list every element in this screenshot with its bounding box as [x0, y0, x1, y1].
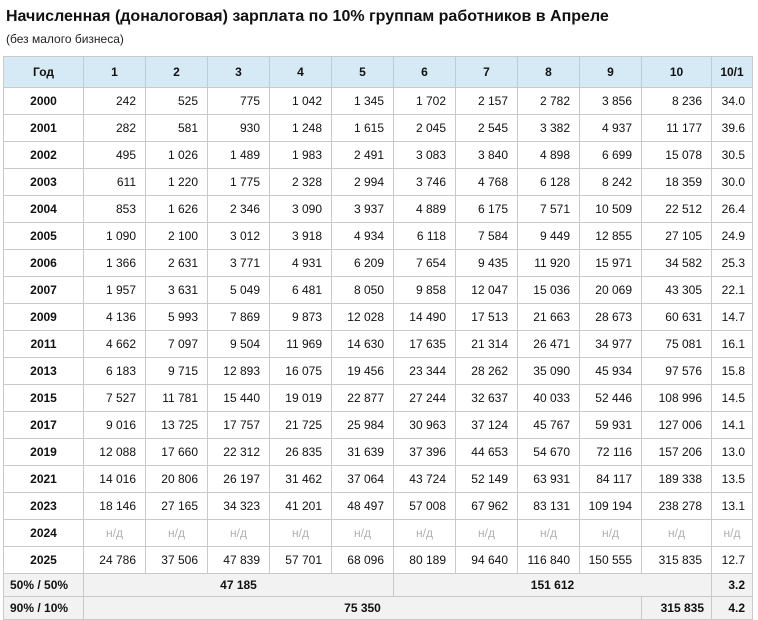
header-group-8: 8: [518, 57, 580, 88]
year-cell: 2000: [4, 88, 84, 115]
value-cell: 30 963: [394, 412, 456, 439]
value-cell: 7 527: [84, 385, 146, 412]
value-cell: 84 117: [580, 466, 642, 493]
value-cell: 72 116: [580, 439, 642, 466]
value-cell: 34 977: [580, 331, 642, 358]
value-cell: н/д: [394, 520, 456, 547]
header-group-5: 5: [332, 57, 394, 88]
value-cell: 22 312: [208, 439, 270, 466]
value-cell: 12 028: [332, 304, 394, 331]
value-cell: 525: [146, 88, 208, 115]
value-cell: 9 504: [208, 331, 270, 358]
header-group-4: 4: [270, 57, 332, 88]
value-cell: 108 996: [642, 385, 712, 412]
value-cell: 3 382: [518, 115, 580, 142]
value-cell: 17 513: [456, 304, 518, 331]
value-cell: 12 047: [456, 277, 518, 304]
ratio-cell: 30.5: [712, 142, 753, 169]
value-cell: 83 131: [518, 493, 580, 520]
value-cell: 15 078: [642, 142, 712, 169]
value-cell: 41 201: [270, 493, 332, 520]
value-cell: 18 146: [84, 493, 146, 520]
value-cell: 17 757: [208, 412, 270, 439]
value-cell: 32 637: [456, 385, 518, 412]
value-cell: 4 136: [84, 304, 146, 331]
value-cell: 28 262: [456, 358, 518, 385]
ratio-cell: 30.0: [712, 169, 753, 196]
ratio-cell: 24.9: [712, 223, 753, 250]
value-cell: 43 305: [642, 277, 712, 304]
table-row: [4, 142, 753, 169]
value-cell: н/д: [580, 520, 642, 547]
value-cell: 27 165: [146, 493, 208, 520]
value-cell: 4 898: [518, 142, 580, 169]
summary-high-value: 315 835: [642, 597, 712, 620]
value-cell: 6 175: [456, 196, 518, 223]
value-cell: 9 858: [394, 277, 456, 304]
value-cell: 2 157: [456, 88, 518, 115]
value-cell: 11 969: [270, 331, 332, 358]
table-row: [4, 466, 753, 493]
value-cell: 31 639: [332, 439, 394, 466]
value-cell: 1 489: [208, 142, 270, 169]
year-cell: 2023: [4, 493, 84, 520]
value-cell: 4 889: [394, 196, 456, 223]
value-cell: 31 462: [270, 466, 332, 493]
year-cell: 2017: [4, 412, 84, 439]
table-row: [4, 223, 753, 250]
value-cell: 1 775: [208, 169, 270, 196]
value-cell: 3 771: [208, 250, 270, 277]
value-cell: 7 654: [394, 250, 456, 277]
value-cell: 2 631: [146, 250, 208, 277]
value-cell: 14 630: [332, 331, 394, 358]
value-cell: 4 931: [270, 250, 332, 277]
value-cell: 17 660: [146, 439, 208, 466]
value-cell: 3 918: [270, 223, 332, 250]
value-cell: 9 873: [270, 304, 332, 331]
value-cell: 97 576: [642, 358, 712, 385]
table-row: [4, 331, 753, 358]
value-cell: 63 931: [518, 466, 580, 493]
value-cell: 15 036: [518, 277, 580, 304]
value-cell: 34 582: [642, 250, 712, 277]
value-cell: 26 835: [270, 439, 332, 466]
value-cell: 8 050: [332, 277, 394, 304]
value-cell: 930: [208, 115, 270, 142]
value-cell: 6 128: [518, 169, 580, 196]
value-cell: 3 856: [580, 88, 642, 115]
value-cell: 9 016: [84, 412, 146, 439]
value-cell: 7 097: [146, 331, 208, 358]
value-cell: 1 366: [84, 250, 146, 277]
ratio-cell: 34.0: [712, 88, 753, 115]
ratio-cell: 13.1: [712, 493, 753, 520]
ratio-cell: 39.6: [712, 115, 753, 142]
ratio-cell: 14.5: [712, 385, 753, 412]
header-group-3: 3: [208, 57, 270, 88]
year-cell: 2015: [4, 385, 84, 412]
value-cell: 189 338: [642, 466, 712, 493]
value-cell: 853: [84, 196, 146, 223]
year-cell: 2021: [4, 466, 84, 493]
value-cell: 581: [146, 115, 208, 142]
value-cell: 282: [84, 115, 146, 142]
value-cell: 11 781: [146, 385, 208, 412]
value-cell: 1 702: [394, 88, 456, 115]
value-cell: 1 615: [332, 115, 394, 142]
value-cell: н/д: [146, 520, 208, 547]
table-row: [4, 520, 753, 547]
value-cell: 25 984: [332, 412, 394, 439]
value-cell: 19 019: [270, 385, 332, 412]
value-cell: н/д: [332, 520, 394, 547]
value-cell: 59 931: [580, 412, 642, 439]
value-cell: 157 206: [642, 439, 712, 466]
summary-row-decile: [4, 597, 753, 620]
value-cell: 3 840: [456, 142, 518, 169]
table-row: [4, 385, 753, 412]
ratio-cell: 16.1: [712, 331, 753, 358]
value-cell: 26 471: [518, 331, 580, 358]
value-cell: 7 584: [456, 223, 518, 250]
value-cell: 6 481: [270, 277, 332, 304]
value-cell: 68 096: [332, 547, 394, 574]
value-cell: 45 934: [580, 358, 642, 385]
value-cell: 44 653: [456, 439, 518, 466]
ratio-cell: 14.7: [712, 304, 753, 331]
summary-ratio: 4.2: [712, 597, 753, 620]
value-cell: 57 008: [394, 493, 456, 520]
page-subtitle: (без малого бизнеса): [6, 32, 124, 46]
value-cell: 1 983: [270, 142, 332, 169]
value-cell: 52 446: [580, 385, 642, 412]
summary-high-value: 151 612: [394, 574, 712, 597]
value-cell: 6 209: [332, 250, 394, 277]
value-cell: 21 663: [518, 304, 580, 331]
ratio-cell: 13.5: [712, 466, 753, 493]
table-row: [4, 412, 753, 439]
value-cell: 1 345: [332, 88, 394, 115]
value-cell: 47 839: [208, 547, 270, 574]
value-cell: 1 042: [270, 88, 332, 115]
value-cell: 1 090: [84, 223, 146, 250]
value-cell: 15 440: [208, 385, 270, 412]
header-group-7: 7: [456, 57, 518, 88]
value-cell: 3 012: [208, 223, 270, 250]
year-cell: 2013: [4, 358, 84, 385]
table-row: [4, 88, 753, 115]
value-cell: 22 877: [332, 385, 394, 412]
summary-low-value: 47 185: [84, 574, 394, 597]
page-title: Начисленная (доналоговая) зарплата по 10% группам работников в Апреле: [6, 8, 609, 25]
value-cell: 43 724: [394, 466, 456, 493]
value-cell: 1 248: [270, 115, 332, 142]
value-cell: 27 105: [642, 223, 712, 250]
value-cell: 1 220: [146, 169, 208, 196]
year-cell: 2019: [4, 439, 84, 466]
value-cell: 2 782: [518, 88, 580, 115]
value-cell: 23 344: [394, 358, 456, 385]
year-cell: 2007: [4, 277, 84, 304]
table-row: [4, 547, 753, 574]
value-cell: 6 183: [84, 358, 146, 385]
table-row: [4, 439, 753, 466]
value-cell: 238 278: [642, 493, 712, 520]
value-cell: 4 768: [456, 169, 518, 196]
header-ratio: 10/1: [712, 57, 753, 88]
value-cell: 34 323: [208, 493, 270, 520]
value-cell: 495: [84, 142, 146, 169]
value-cell: н/д: [270, 520, 332, 547]
value-cell: н/д: [84, 520, 146, 547]
value-cell: 611: [84, 169, 146, 196]
value-cell: 116 840: [518, 547, 580, 574]
value-cell: 19 456: [332, 358, 394, 385]
value-cell: 12 855: [580, 223, 642, 250]
value-cell: 48 497: [332, 493, 394, 520]
value-cell: 26 197: [208, 466, 270, 493]
summary-row-half: [4, 574, 753, 597]
value-cell: 40 033: [518, 385, 580, 412]
table-row: [4, 277, 753, 304]
value-cell: 242: [84, 88, 146, 115]
value-cell: 17 635: [394, 331, 456, 358]
value-cell: 57 701: [270, 547, 332, 574]
value-cell: 21 314: [456, 331, 518, 358]
header-row: [4, 57, 753, 88]
value-cell: 6 699: [580, 142, 642, 169]
value-cell: 5 993: [146, 304, 208, 331]
value-cell: 1 026: [146, 142, 208, 169]
ratio-cell: н/д: [712, 520, 753, 547]
value-cell: 7 571: [518, 196, 580, 223]
value-cell: 14 016: [84, 466, 146, 493]
value-cell: 1 957: [84, 277, 146, 304]
value-cell: 7 869: [208, 304, 270, 331]
value-cell: 12 088: [84, 439, 146, 466]
value-cell: 54 670: [518, 439, 580, 466]
summary-label: 50% / 50%: [4, 574, 84, 597]
year-cell: 2001: [4, 115, 84, 142]
value-cell: 4 662: [84, 331, 146, 358]
year-cell: 2024: [4, 520, 84, 547]
year-cell: 2009: [4, 304, 84, 331]
year-cell: 2004: [4, 196, 84, 223]
value-cell: 315 835: [642, 547, 712, 574]
header-group-1: 1: [84, 57, 146, 88]
value-cell: 67 962: [456, 493, 518, 520]
value-cell: 14 490: [394, 304, 456, 331]
header-group-10: 10: [642, 57, 712, 88]
year-cell: 2025: [4, 547, 84, 574]
value-cell: н/д: [456, 520, 518, 547]
value-cell: 2 491: [332, 142, 394, 169]
header-year: Год: [4, 57, 84, 88]
value-cell: 3 937: [332, 196, 394, 223]
value-cell: 11 920: [518, 250, 580, 277]
value-cell: 80 189: [394, 547, 456, 574]
value-cell: 2 994: [332, 169, 394, 196]
value-cell: 3 746: [394, 169, 456, 196]
year-cell: 2003: [4, 169, 84, 196]
value-cell: 2 346: [208, 196, 270, 223]
summary-low-value: 75 350: [84, 597, 642, 620]
value-cell: 24 786: [84, 547, 146, 574]
value-cell: 9 435: [456, 250, 518, 277]
value-cell: 127 006: [642, 412, 712, 439]
value-cell: 37 396: [394, 439, 456, 466]
value-cell: 775: [208, 88, 270, 115]
table-row: [4, 304, 753, 331]
value-cell: 52 149: [456, 466, 518, 493]
value-cell: 10 509: [580, 196, 642, 223]
value-cell: 12 893: [208, 358, 270, 385]
value-cell: 28 673: [580, 304, 642, 331]
value-cell: 3 083: [394, 142, 456, 169]
value-cell: 2 545: [456, 115, 518, 142]
value-cell: 94 640: [456, 547, 518, 574]
ratio-cell: 14.1: [712, 412, 753, 439]
salary-table: [3, 56, 753, 620]
value-cell: 37 506: [146, 547, 208, 574]
ratio-cell: 26.4: [712, 196, 753, 223]
header-group-6: 6: [394, 57, 456, 88]
value-cell: 20 806: [146, 466, 208, 493]
value-cell: 109 194: [580, 493, 642, 520]
year-cell: 2006: [4, 250, 84, 277]
year-cell: 2002: [4, 142, 84, 169]
value-cell: н/д: [518, 520, 580, 547]
summary-label: 90% / 10%: [4, 597, 84, 620]
value-cell: 3 631: [146, 277, 208, 304]
value-cell: 75 081: [642, 331, 712, 358]
ratio-cell: 15.8: [712, 358, 753, 385]
value-cell: 45 767: [518, 412, 580, 439]
table-row: [4, 358, 753, 385]
value-cell: 4 937: [580, 115, 642, 142]
value-cell: 4 934: [332, 223, 394, 250]
table-row: [4, 196, 753, 223]
ratio-cell: 25.3: [712, 250, 753, 277]
value-cell: 3 090: [270, 196, 332, 223]
table-row: [4, 250, 753, 277]
value-cell: 8 242: [580, 169, 642, 196]
value-cell: 22 512: [642, 196, 712, 223]
year-cell: 2011: [4, 331, 84, 358]
value-cell: 16 075: [270, 358, 332, 385]
value-cell: 2 100: [146, 223, 208, 250]
value-cell: 27 244: [394, 385, 456, 412]
header-group-2: 2: [146, 57, 208, 88]
value-cell: 13 725: [146, 412, 208, 439]
header-group-9: 9: [580, 57, 642, 88]
value-cell: 37 064: [332, 466, 394, 493]
value-cell: 20 069: [580, 277, 642, 304]
value-cell: 5 049: [208, 277, 270, 304]
ratio-cell: 22.1: [712, 277, 753, 304]
value-cell: 6 118: [394, 223, 456, 250]
table-row: [4, 169, 753, 196]
value-cell: 15 971: [580, 250, 642, 277]
value-cell: 9 449: [518, 223, 580, 250]
year-cell: 2005: [4, 223, 84, 250]
value-cell: 2 045: [394, 115, 456, 142]
summary-ratio: 3.2: [712, 574, 753, 597]
value-cell: 21 725: [270, 412, 332, 439]
value-cell: 1 626: [146, 196, 208, 223]
value-cell: 2 328: [270, 169, 332, 196]
ratio-cell: 12.7: [712, 547, 753, 574]
value-cell: н/д: [642, 520, 712, 547]
value-cell: 18 359: [642, 169, 712, 196]
value-cell: 35 090: [518, 358, 580, 385]
value-cell: 9 715: [146, 358, 208, 385]
value-cell: н/д: [208, 520, 270, 547]
table-row: [4, 115, 753, 142]
ratio-cell: 13.0: [712, 439, 753, 466]
value-cell: 150 555: [580, 547, 642, 574]
value-cell: 8 236: [642, 88, 712, 115]
value-cell: 11 177: [642, 115, 712, 142]
value-cell: 60 631: [642, 304, 712, 331]
value-cell: 37 124: [456, 412, 518, 439]
table-row: [4, 493, 753, 520]
